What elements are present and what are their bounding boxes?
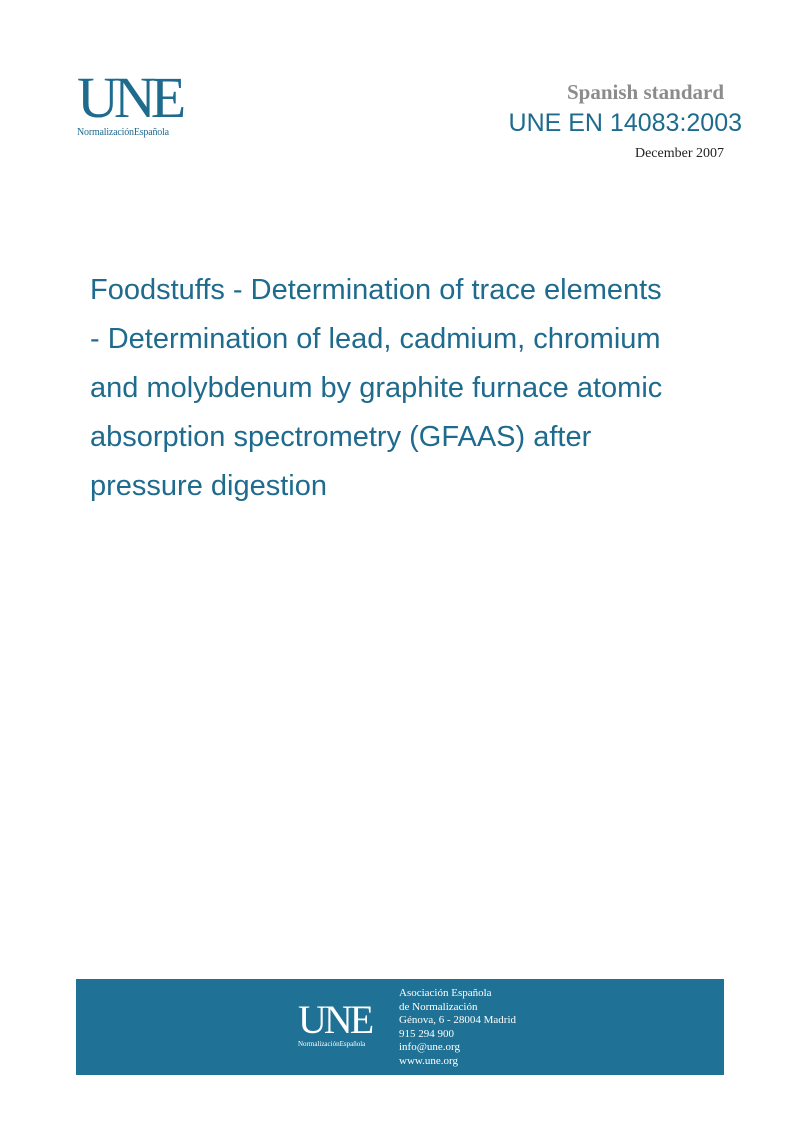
footer-une-logo xyxy=(298,997,372,1048)
phone: 915 294 900 xyxy=(399,1027,454,1040)
contact-block xyxy=(399,987,516,1069)
une-logo xyxy=(77,65,227,138)
footer-logo-mark: UNE xyxy=(298,997,372,1042)
footer-band xyxy=(76,979,724,1075)
org-name-line-1: Asociación Española xyxy=(399,987,492,999)
address: Génova, 6 - 28004 Madrid xyxy=(399,1014,517,1027)
title-line: and molybdenum by graphite furnace atomic xyxy=(90,372,663,404)
standard-date: December 2007 xyxy=(634,146,724,161)
footer-logo-subtext: NormalizaciónEspañola xyxy=(298,1040,366,1048)
title-line: - Determination of lead, cadmium, chromium xyxy=(90,323,661,355)
document-title xyxy=(90,266,740,511)
email: info@une.org xyxy=(399,1041,460,1054)
title-line: Foodstuffs - Determination of trace elements xyxy=(90,274,662,306)
title-line: pressure digestion xyxy=(90,470,327,502)
standard-code: UNE EN 14083:2003 xyxy=(508,109,742,137)
standard-header xyxy=(508,78,742,166)
une-logo-subtext: NormalizaciónEspañola xyxy=(77,127,169,138)
website: www.une.org xyxy=(399,1054,458,1067)
org-name-line-2: de Normalización xyxy=(399,1000,478,1013)
une-logo-mark: UNE xyxy=(77,65,182,130)
standard-type: Spanish standard xyxy=(567,80,724,104)
title-line: absorption spectrometry (GFAAS) after xyxy=(90,421,592,453)
